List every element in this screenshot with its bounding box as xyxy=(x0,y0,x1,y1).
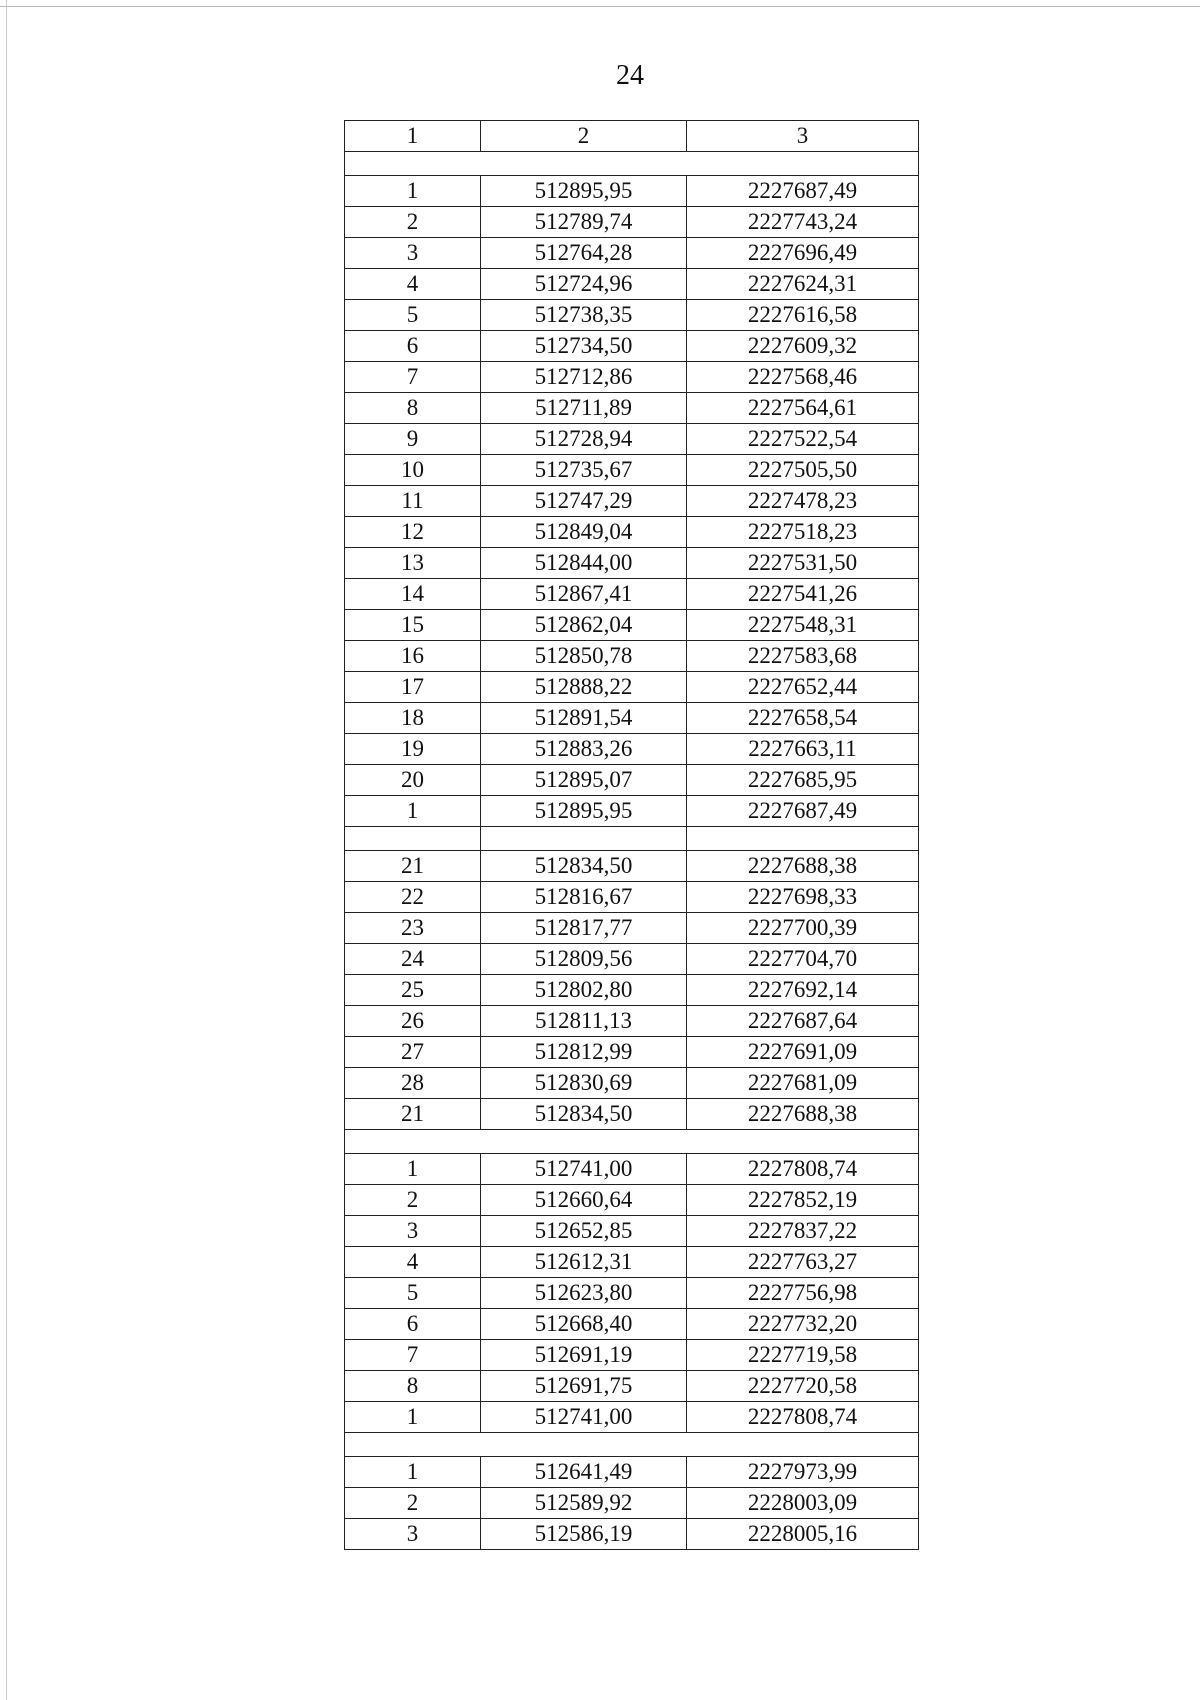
point-number-cell: 3 xyxy=(345,238,481,269)
coordinates-table-body xyxy=(345,121,919,1550)
section-separator-row xyxy=(345,827,919,851)
table-row xyxy=(345,1519,919,1550)
y-coordinate-cell: 2227548,31 xyxy=(687,610,919,641)
y-coordinate-cell: 2227720,58 xyxy=(687,1371,919,1402)
x-coordinate-cell: 512802,80 xyxy=(481,975,687,1006)
point-number-cell: 4 xyxy=(345,1247,481,1278)
y-coordinate-cell: 2227616,58 xyxy=(687,300,919,331)
table-row xyxy=(345,1488,919,1519)
header-row xyxy=(345,121,919,152)
point-number-cell: 7 xyxy=(345,362,481,393)
x-coordinate-cell: 512891,54 xyxy=(481,703,687,734)
x-coordinate-cell: 512712,86 xyxy=(481,362,687,393)
x-coordinate-cell: 512850,78 xyxy=(481,641,687,672)
y-coordinate-cell: 2227756,98 xyxy=(687,1278,919,1309)
table-row xyxy=(345,734,919,765)
table-row xyxy=(345,944,919,975)
point-number-cell: 1 xyxy=(345,176,481,207)
table-row xyxy=(345,913,919,944)
x-coordinate-cell: 512895,07 xyxy=(481,765,687,796)
y-coordinate-cell: 2227837,22 xyxy=(687,1216,919,1247)
table-row xyxy=(345,1006,919,1037)
x-coordinate-cell: 512586,19 xyxy=(481,1519,687,1550)
table-row xyxy=(345,238,919,269)
point-number-cell: 18 xyxy=(345,703,481,734)
table-row xyxy=(345,1247,919,1278)
y-coordinate-cell: 2227541,26 xyxy=(687,579,919,610)
x-coordinate-cell: 512811,13 xyxy=(481,1006,687,1037)
separator-cell xyxy=(345,1130,919,1154)
section-separator-row xyxy=(345,1130,919,1154)
y-coordinate-cell: 2227808,74 xyxy=(687,1402,919,1433)
x-coordinate-cell: 512589,92 xyxy=(481,1488,687,1519)
table-row xyxy=(345,424,919,455)
y-coordinate-cell: 2227663,11 xyxy=(687,734,919,765)
table-row xyxy=(345,1216,919,1247)
table-row xyxy=(345,1278,919,1309)
x-coordinate-cell: 512660,64 xyxy=(481,1185,687,1216)
header-cell-y: 3 xyxy=(687,121,919,152)
table-row xyxy=(345,1402,919,1433)
point-number-cell: 21 xyxy=(345,1099,481,1130)
table-row xyxy=(345,851,919,882)
x-coordinate-cell: 512830,69 xyxy=(481,1068,687,1099)
x-coordinate-cell: 512612,31 xyxy=(481,1247,687,1278)
y-coordinate-cell: 2228003,09 xyxy=(687,1488,919,1519)
table-row xyxy=(345,882,919,913)
x-coordinate-cell: 512834,50 xyxy=(481,1099,687,1130)
point-number-cell: 9 xyxy=(345,424,481,455)
scan-edge-left xyxy=(6,0,7,1700)
x-coordinate-cell: 512747,29 xyxy=(481,486,687,517)
point-number-cell: 25 xyxy=(345,975,481,1006)
table-row xyxy=(345,579,919,610)
separator-cell xyxy=(345,827,481,851)
page-number: 24 xyxy=(616,60,644,91)
point-number-cell: 13 xyxy=(345,548,481,579)
point-number-cell: 5 xyxy=(345,1278,481,1309)
section-separator-row xyxy=(345,1433,919,1457)
header-cell-point: 1 xyxy=(345,121,481,152)
y-coordinate-cell: 2227691,09 xyxy=(687,1037,919,1068)
point-number-cell: 28 xyxy=(345,1068,481,1099)
point-number-cell: 7 xyxy=(345,1340,481,1371)
point-number-cell: 6 xyxy=(345,1309,481,1340)
y-coordinate-cell: 2227685,95 xyxy=(687,765,919,796)
y-coordinate-cell: 2228005,16 xyxy=(687,1519,919,1550)
x-coordinate-cell: 512691,19 xyxy=(481,1340,687,1371)
table-row xyxy=(345,269,919,300)
y-coordinate-cell: 2227609,32 xyxy=(687,331,919,362)
x-coordinate-cell: 512862,04 xyxy=(481,610,687,641)
point-number-cell: 22 xyxy=(345,882,481,913)
table-row xyxy=(345,1154,919,1185)
x-coordinate-cell: 512895,95 xyxy=(481,796,687,827)
y-coordinate-cell: 2227518,23 xyxy=(687,517,919,548)
table-row xyxy=(345,672,919,703)
table-row xyxy=(345,207,919,238)
x-coordinate-cell: 512789,74 xyxy=(481,207,687,238)
point-number-cell: 2 xyxy=(345,207,481,238)
x-coordinate-cell: 512883,26 xyxy=(481,734,687,765)
table-row xyxy=(345,300,919,331)
coordinates-table xyxy=(344,120,919,1550)
table-row xyxy=(345,486,919,517)
x-coordinate-cell: 512734,50 xyxy=(481,331,687,362)
table-row xyxy=(345,1068,919,1099)
y-coordinate-cell: 2227688,38 xyxy=(687,851,919,882)
point-number-cell: 11 xyxy=(345,486,481,517)
point-number-cell: 16 xyxy=(345,641,481,672)
y-coordinate-cell: 2227568,46 xyxy=(687,362,919,393)
x-coordinate-cell: 512816,67 xyxy=(481,882,687,913)
x-coordinate-cell: 512809,56 xyxy=(481,944,687,975)
table-row xyxy=(345,796,919,827)
point-number-cell: 1 xyxy=(345,1402,481,1433)
separator-cell xyxy=(687,827,919,851)
y-coordinate-cell: 2227687,49 xyxy=(687,176,919,207)
y-coordinate-cell: 2227692,14 xyxy=(687,975,919,1006)
point-number-cell: 23 xyxy=(345,913,481,944)
separator-cell xyxy=(345,1433,919,1457)
point-number-cell: 4 xyxy=(345,269,481,300)
table-row xyxy=(345,548,919,579)
y-coordinate-cell: 2227652,44 xyxy=(687,672,919,703)
y-coordinate-cell: 2227564,61 xyxy=(687,393,919,424)
table-row xyxy=(345,1340,919,1371)
point-number-cell: 17 xyxy=(345,672,481,703)
x-coordinate-cell: 512623,80 xyxy=(481,1278,687,1309)
y-coordinate-cell: 2227583,68 xyxy=(687,641,919,672)
separator-cell xyxy=(345,152,919,176)
point-number-cell: 19 xyxy=(345,734,481,765)
x-coordinate-cell: 512668,40 xyxy=(481,1309,687,1340)
table-row xyxy=(345,455,919,486)
table-row xyxy=(345,975,919,1006)
table-row xyxy=(345,1185,919,1216)
point-number-cell: 6 xyxy=(345,331,481,362)
x-coordinate-cell: 512741,00 xyxy=(481,1154,687,1185)
x-coordinate-cell: 512867,41 xyxy=(481,579,687,610)
separator-cell xyxy=(481,827,687,851)
x-coordinate-cell: 512849,04 xyxy=(481,517,687,548)
x-coordinate-cell: 512691,75 xyxy=(481,1371,687,1402)
table-row xyxy=(345,1099,919,1130)
table-row xyxy=(345,176,919,207)
x-coordinate-cell: 512652,85 xyxy=(481,1216,687,1247)
point-number-cell: 5 xyxy=(345,300,481,331)
point-number-cell: 3 xyxy=(345,1216,481,1247)
point-number-cell: 8 xyxy=(345,393,481,424)
table-row xyxy=(345,393,919,424)
point-number-cell: 1 xyxy=(345,1457,481,1488)
y-coordinate-cell: 2227732,20 xyxy=(687,1309,919,1340)
table-row xyxy=(345,1037,919,1068)
point-number-cell: 1 xyxy=(345,1154,481,1185)
scan-edge-top xyxy=(0,6,1200,7)
point-number-cell: 14 xyxy=(345,579,481,610)
y-coordinate-cell: 2227687,64 xyxy=(687,1006,919,1037)
table-row xyxy=(345,1457,919,1488)
y-coordinate-cell: 2227743,24 xyxy=(687,207,919,238)
x-coordinate-cell: 512741,00 xyxy=(481,1402,687,1433)
y-coordinate-cell: 2227522,54 xyxy=(687,424,919,455)
table-row xyxy=(345,517,919,548)
x-coordinate-cell: 512844,00 xyxy=(481,548,687,579)
y-coordinate-cell: 2227719,58 xyxy=(687,1340,919,1371)
y-coordinate-cell: 2227505,50 xyxy=(687,455,919,486)
point-number-cell: 26 xyxy=(345,1006,481,1037)
point-number-cell: 2 xyxy=(345,1185,481,1216)
point-number-cell: 12 xyxy=(345,517,481,548)
y-coordinate-cell: 2227478,23 xyxy=(687,486,919,517)
table-row xyxy=(345,1371,919,1402)
point-number-cell: 8 xyxy=(345,1371,481,1402)
table-row xyxy=(345,1309,919,1340)
y-coordinate-cell: 2227704,70 xyxy=(687,944,919,975)
table-row xyxy=(345,641,919,672)
point-number-cell: 21 xyxy=(345,851,481,882)
y-coordinate-cell: 2227531,50 xyxy=(687,548,919,579)
point-number-cell: 27 xyxy=(345,1037,481,1068)
x-coordinate-cell: 512728,94 xyxy=(481,424,687,455)
x-coordinate-cell: 512641,49 xyxy=(481,1457,687,1488)
table-row xyxy=(345,331,919,362)
y-coordinate-cell: 2227696,49 xyxy=(687,238,919,269)
point-number-cell: 15 xyxy=(345,610,481,641)
x-coordinate-cell: 512895,95 xyxy=(481,176,687,207)
point-number-cell: 1 xyxy=(345,796,481,827)
x-coordinate-cell: 512764,28 xyxy=(481,238,687,269)
point-number-cell: 10 xyxy=(345,455,481,486)
x-coordinate-cell: 512724,96 xyxy=(481,269,687,300)
y-coordinate-cell: 2227681,09 xyxy=(687,1068,919,1099)
table-row xyxy=(345,362,919,393)
y-coordinate-cell: 2227624,31 xyxy=(687,269,919,300)
point-number-cell: 24 xyxy=(345,944,481,975)
section-separator-row xyxy=(345,152,919,176)
y-coordinate-cell: 2227973,99 xyxy=(687,1457,919,1488)
x-coordinate-cell: 512834,50 xyxy=(481,851,687,882)
table-row xyxy=(345,610,919,641)
table-row xyxy=(345,703,919,734)
x-coordinate-cell: 512711,89 xyxy=(481,393,687,424)
header-cell-x: 2 xyxy=(481,121,687,152)
y-coordinate-cell: 2227687,49 xyxy=(687,796,919,827)
y-coordinate-cell: 2227698,33 xyxy=(687,882,919,913)
point-number-cell: 3 xyxy=(345,1519,481,1550)
y-coordinate-cell: 2227852,19 xyxy=(687,1185,919,1216)
point-number-cell: 20 xyxy=(345,765,481,796)
point-number-cell: 2 xyxy=(345,1488,481,1519)
table-row xyxy=(345,765,919,796)
y-coordinate-cell: 2227688,38 xyxy=(687,1099,919,1130)
x-coordinate-cell: 512812,99 xyxy=(481,1037,687,1068)
y-coordinate-cell: 2227658,54 xyxy=(687,703,919,734)
y-coordinate-cell: 2227808,74 xyxy=(687,1154,919,1185)
y-coordinate-cell: 2227763,27 xyxy=(687,1247,919,1278)
x-coordinate-cell: 512738,35 xyxy=(481,300,687,331)
x-coordinate-cell: 512888,22 xyxy=(481,672,687,703)
x-coordinate-cell: 512817,77 xyxy=(481,913,687,944)
x-coordinate-cell: 512735,67 xyxy=(481,455,687,486)
y-coordinate-cell: 2227700,39 xyxy=(687,913,919,944)
